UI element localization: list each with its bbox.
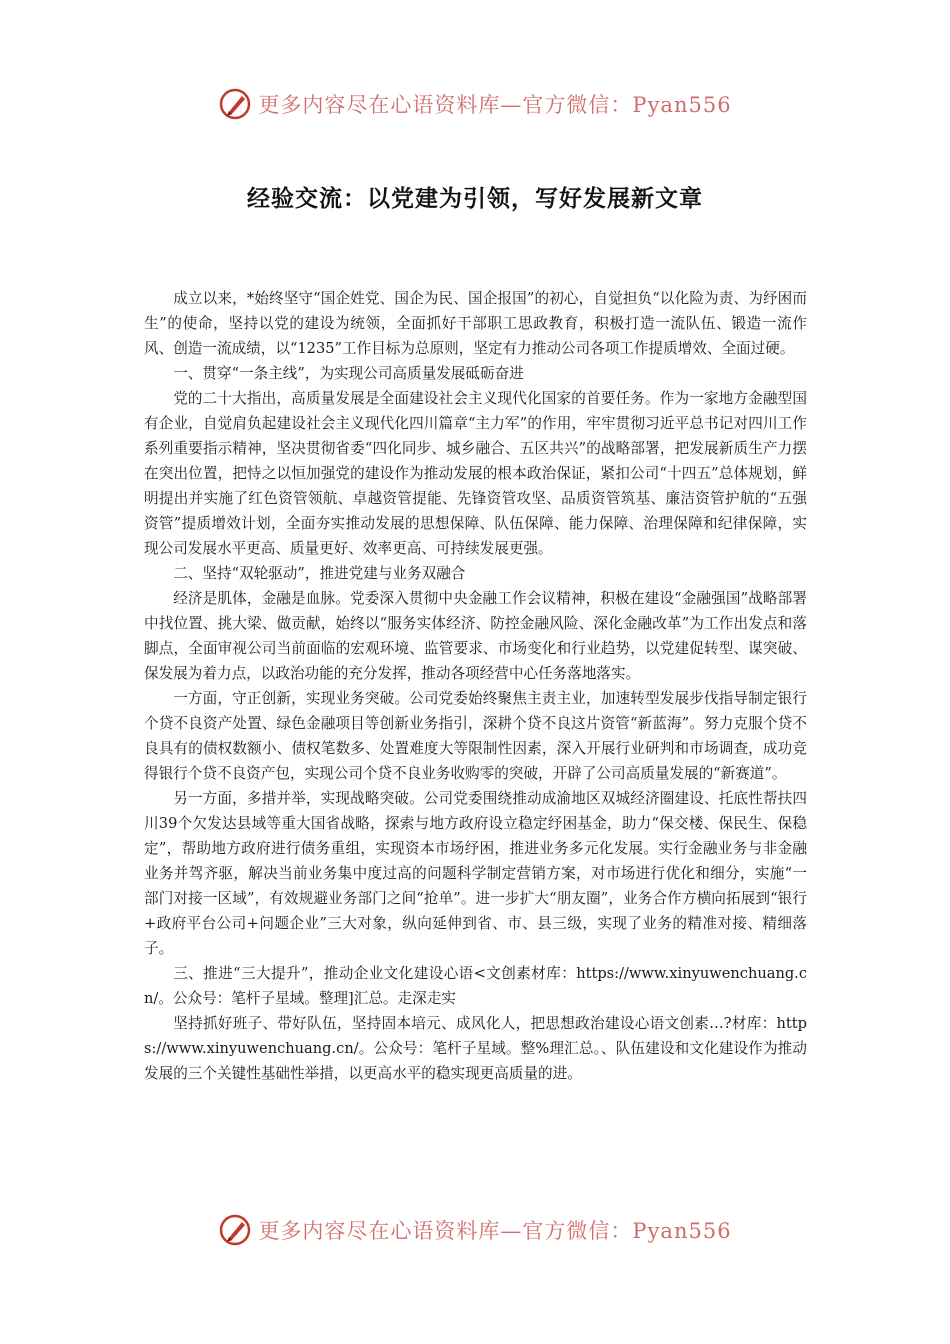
section-heading-3: 三、推进“三大提升”，推动企业文化建设心语<文创素材库：https://www.xinyuwenchuang.cn/。公众号：笔杆子星域。整理]汇总。走深走实 <box>144 965 807 1007</box>
page-title: 经验交流：以党建为引领，写好发展新文章 <box>247 186 703 212</box>
paragraph-4: 另一方面，多措并举，实现战略突破。公司党委围绕推动成渝地区双城经济圈建设、托底性帮扶四川39个欠发达县域等重大国省战略，探索与地方政府设立稳定纾困基金，助力“保交楼、保民生、保稳定”，帮助地方政府进行债务重组，实现资本市场纾困，推进业务多元化发展。实行金融业务与非金融业务并驾齐驱，解决当前业务集中度过高的问题科学制定营销方案，对市场进行优化和细分，实施“一部门对接一区域”，有效规避业务部门之间“抢单”。进一步扩大“朋友圈”，业务合作方横向拓展到“银行+政府平台公司+问题企业”三大对象，纵向延伸到省、市、县三级，实现了业务的精准对接、精细落子。 <box>144 790 807 957</box>
paragraph-intro: 成立以来，*始终坚守“国企姓党、国企为民、国企报国”的初心，自觉担负“以化险为责、为纾困而生”的使命，坚持以党的建设为统领，全面抓好干部职工思政教育，积极打造一流队伍、锻造一流作风、创造一流成绩，以“1235”工作目标为总原则，坚定有力推动公司各项工作提质增效、全面过硬。 <box>144 290 807 357</box>
pen-logo-icon <box>218 1213 252 1247</box>
paragraph-1: 党的二十大指出，高质量发展是全面建设社会主义现代化国家的首要任务。作为一家地方金融型国有企业，自觉肩负起建设社会主义现代化四川篇章“主力军”的作用，牢牢贯彻习近平总书记对四川工作系列重要指示精神，坚决贯彻省委“四化同步、城乡融合、五区共兴”的战略部署，把发展新质生产力摆在突出位置，把恃之以恒加强党的建设作为推动发展的根本政治保证，紧扣公司“十四五”总体规划，鲜明提出并实施了红色资管领航、卓越资管提能、先锋资管攻坚、品质资管筑基、廉洁资管护航的“五强资管”提质增效计划，全面夯实推动发展的思想保障、队伍保障、能力保障、治理保障和纪律保障，实现公司发展水平更高、质量更好、效率更高、可持续发展更强。 <box>144 390 807 557</box>
paragraph-2: 经济是肌体，金融是血脉。党委深入贯彻中央金融工作会议精神，积极在建设“金融强国”战略部署中找位置、挑大梁、做贡献，始终以“服务实体经济、防控金融风险、深化金融改革”为工作出发点和落脚点，全面审视公司当前面临的宏观环境、监管要求、市场变化和行业趋势，以党建促转型、谋突破、保发展为着力点，以政治功能的充分发挥，推动各项经营中心任务落地落实。 <box>144 590 807 682</box>
section-heading-1: 一、贯穿“一条主线”，为实现公司高质量发展砥砺奋进 <box>173 365 524 382</box>
pen-logo-icon <box>218 87 252 121</box>
header-banner-text: 更多内容尽在心语资料库—官方微信：Pyan556 <box>258 93 732 117</box>
article-body <box>144 286 807 1086</box>
footer-banner-text: 更多内容尽在心语资料库—官方微信：Pyan556 <box>258 1219 732 1243</box>
section-heading-2: 二、坚持“双轮驱动”，推进党建与业务双融合 <box>173 565 466 582</box>
footer-banner <box>0 1210 950 1250</box>
paragraph-3: 一方面，守正创新，实现业务突破。公司党委始终聚焦主责主业，加速转型发展步伐指导制定银行个贷不良资产处置、绿色金融项目等创新业务指引，深耕个贷不良这片资管“新蓝海”。努力克服个贷不良具有的债权数额小、债权笔数多、处置难度大等限制性因素，深入开展行业研判和市场调查，成功竞得银行个贷不良资产包，实现公司个贷不良业务收购零的突破，开辟了公司高质量发展的“新赛道”。 <box>144 690 807 782</box>
header-banner <box>0 84 950 124</box>
paragraph-5: 坚持抓好班子、带好队伍，坚持固本培元、成风化人，把思想政治建设心语文创素…?材库：https://www.xinyuwenchuang.cn/。公众号：笔杆子星域。整%理汇总。、队伍建设和文化建设作为推动发展的三个关键性基础性举措，以更高水平的稳实现更高质量的进。 <box>144 1015 807 1082</box>
